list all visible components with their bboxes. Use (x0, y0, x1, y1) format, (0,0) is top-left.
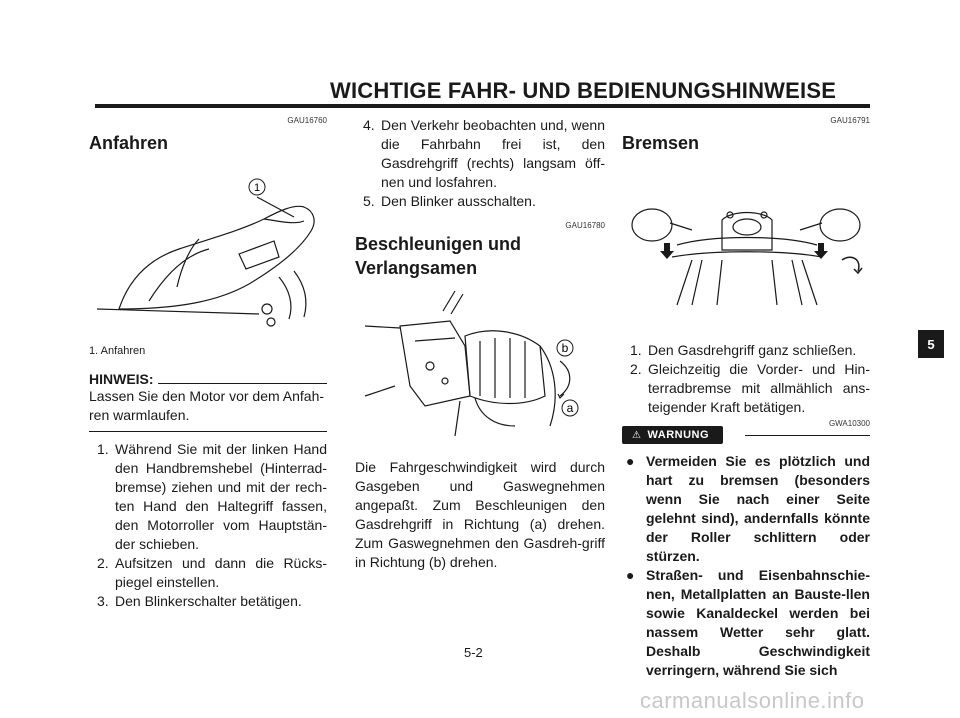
page-number: 5-2 (464, 645, 483, 660)
section-heading-beschleunigen: Beschleunigen und Verlangsamen (355, 234, 522, 278)
section-code: GAU16780 (565, 221, 605, 230)
note-text: Lassen Sie den Motor vor dem Anfah-ren warmlaufen. (89, 388, 325, 423)
page-header-title: WICHTIGE FAHR- UND BEDIENUNGSHINWEISE (330, 78, 837, 103)
callout-b: b (561, 341, 569, 355)
note-bottom-rule (89, 431, 327, 432)
section-heading-anfahren: Anfahren (89, 133, 169, 153)
note-block (89, 371, 327, 432)
note-label: HINWEIS: (89, 371, 154, 387)
handlebar-illustration (622, 165, 870, 315)
section-code: GAU16791 (830, 116, 870, 125)
warning-badge: ⚠ WARNUNG (622, 426, 723, 444)
list-item: 3. Den Blinkerschalter betätigen. (97, 593, 302, 609)
section-heading-bremsen: Bremsen (622, 133, 700, 153)
warning-triangle-icon: ⚠ (632, 429, 642, 441)
list-item: 2. Gleichzeitig die Vorder- und Hin-terradbremse mit allmählich ans-teigender Kraft betätigen. (630, 361, 870, 415)
right-column (622, 116, 870, 680)
anfahren-steps (89, 440, 327, 611)
middle-column (355, 116, 605, 572)
list-item: 1. Während Sie mit der linken Hand den Handbremshebel (Hinterrad-bremse) ziehen und mit der rech-ten Hand den Haltegriff fassen, den Motorroller vom Hauptstän-der schieben. (97, 441, 327, 552)
anfahren-steps-cont (355, 116, 605, 211)
warning-header (622, 426, 870, 444)
list-item: 4. Den Verkehr beobachten und, wenn die Fahrbahn frei ist, den Gasdrehgriff (rechts) langsam öff-nen und losfahren. (363, 117, 605, 190)
figure-callout-1: 1 (253, 182, 261, 194)
callout-a: a (566, 401, 574, 415)
list-item: 5. Den Blinker ausschalten. (363, 193, 536, 209)
list-item: 2. Aufsitzen und dann die Rücks-piegel einstellen. (97, 555, 327, 590)
figure-caption: 1. Anfahren (89, 345, 146, 357)
watermark[interactable]: carmanualsonline.info (640, 688, 865, 713)
warning-rule (745, 435, 870, 436)
bremsen-steps (622, 341, 870, 417)
beschleunigen-paragraph: Die Fahrgeschwindigkeit wird durch Gasgeben und Gaswegnehmen angepaßt. Zum Beschleunigen den Gasdrehgriff in Richtung (a) drehen. Zum Gaswegnehmen den Gasdreh-griff in Richtung (b) drehen. (355, 459, 605, 570)
warning-list (622, 452, 870, 680)
throttle-grip-illustration (355, 286, 605, 446)
left-column (89, 116, 327, 611)
bullet-icon: ● (626, 453, 635, 469)
bullet-icon: ● (626, 567, 635, 583)
note-label-rule (158, 383, 327, 384)
list-item: 1. Den Gasdrehgriff ganz schließen. (630, 342, 857, 358)
section-code: GAU16760 (287, 116, 327, 125)
list-item: ● Straßen- und Eisenbahnschie-nen, Metallplatten an Bauste-llen sowie Kanaldeckel werden bei nassem Wetter sehr glatt. Deshalb Geschwindigkeit verringern, während Sie sich (626, 567, 870, 678)
chapter-tab[interactable]: 5 (918, 330, 944, 358)
list-item: ● Vermeiden Sie es plötzlich und hart zu bremsen (besonders wenn Sie nach einer Seite gelehnt sind), andernfalls könnte der Roller schlittern oder stürzen. (626, 453, 870, 564)
scooter-seat-illustration (89, 159, 327, 329)
header-rule (95, 104, 870, 108)
warning-code: GWA10300 (828, 419, 870, 428)
